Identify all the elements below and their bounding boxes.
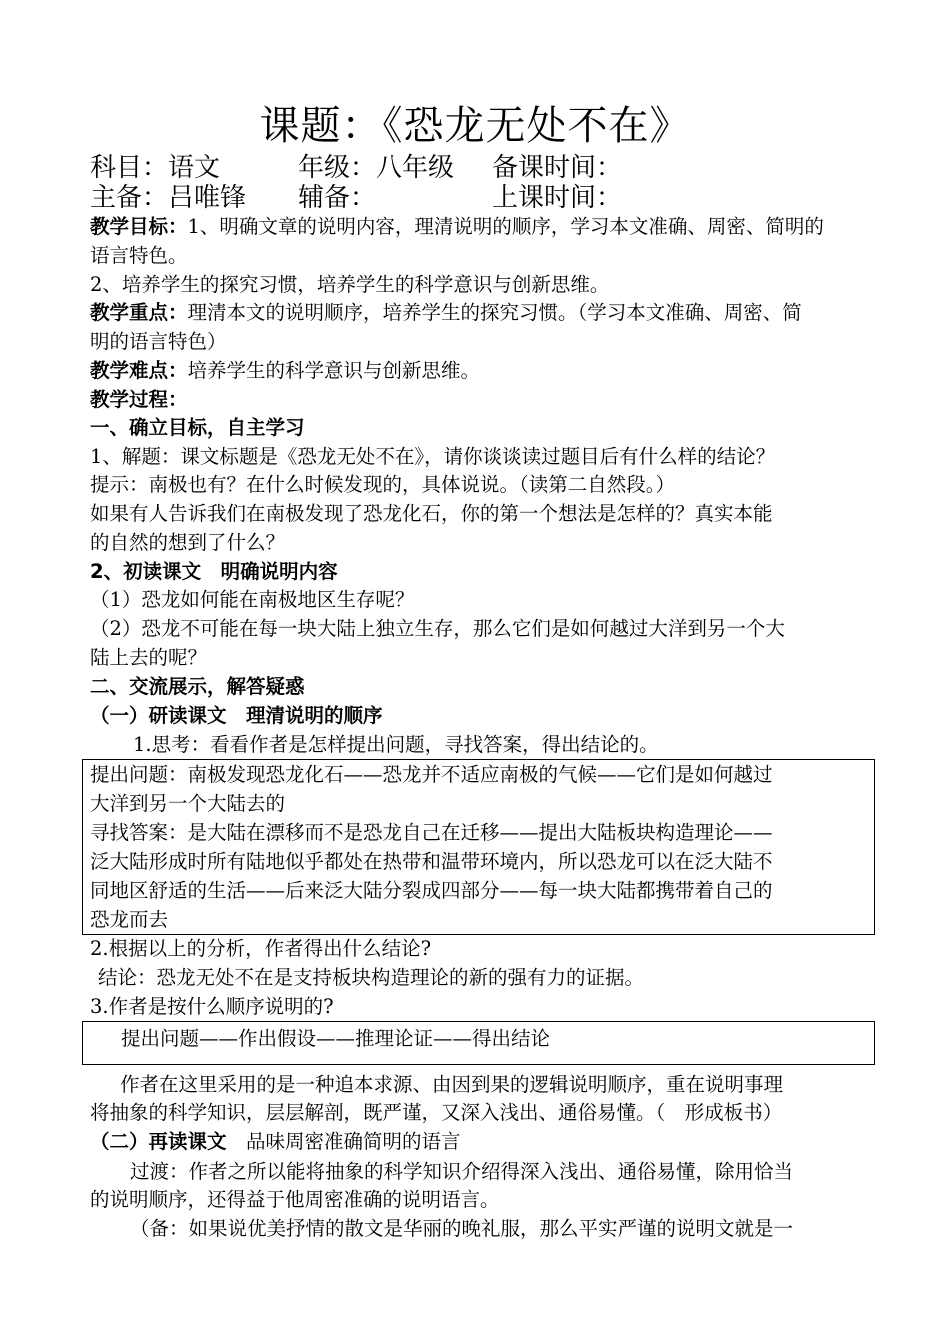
analysis-box bbox=[82, 759, 875, 935]
goals-line-2: 语言特色。 bbox=[90, 244, 188, 267]
section2-sub1-heading: （一）研读课文 理清说明的顺序 bbox=[90, 704, 383, 727]
order-box bbox=[82, 1021, 875, 1065]
analysis-line-6: 恐龙而去 bbox=[90, 908, 169, 931]
sub2-heading-bold: （二）再读课文 bbox=[90, 1130, 227, 1153]
explanation-line-1: 作者在这里采用的是一种追本求源、由因到果的逻辑说明顺序，重在说明事理 bbox=[120, 1073, 784, 1096]
section1-line-3: 如果有人告诉我们在南极发现了恐龙化石，你的第一个想法是怎样的？真实本能 bbox=[90, 502, 773, 525]
question-2-line-1: （2）恐龙不可能在每一块大陆上独立生存，那么它们是如何越过大洋到另一个大 bbox=[90, 617, 785, 640]
focus-line-1 bbox=[90, 298, 875, 327]
focus-line-2: 明的语言特色） bbox=[90, 330, 227, 353]
question-1: （1）恐龙如何能在南极地区生存呢？ bbox=[90, 588, 415, 611]
analysis-line-2: 大洋到另一个大陆去的 bbox=[90, 792, 286, 815]
subject-field: 科目：语文 bbox=[90, 153, 221, 183]
goals-label: 教学目标： bbox=[90, 215, 188, 238]
process-label: 教学过程： bbox=[90, 388, 188, 411]
transition-line-1: 过渡：作者之所以能将抽象的科学知识介绍得深入浅出、通俗易懂，除用恰当 bbox=[130, 1160, 794, 1183]
goals-line-3: 2、培养学生的探究习惯，培养学生的科学意识与创新思维。 bbox=[90, 273, 610, 296]
transition-line-2: 的说明顺序，还得益于他周密准确的说明语言。 bbox=[90, 1188, 500, 1211]
analysis-line-1: 提出问题：南极发现恐龙化石——恐龙并不适应南极的气候——它们是如何越过 bbox=[90, 763, 773, 786]
section1-line-4: 的自然的想到了什么？ bbox=[90, 531, 286, 554]
goals-text-1: 1、明确文章的说明内容，理清说明的顺序，学习本文准确、周密、简明的 bbox=[187, 215, 824, 238]
difficulty-text: 培养学生的科学意识与创新思维。 bbox=[187, 359, 481, 382]
section1-line-2: 提示：南极也有？在什么时候发现的，具体说说。（读第二自然段。） bbox=[90, 473, 676, 496]
grade-field: 年级：八年级 bbox=[298, 153, 455, 183]
goals-line-1 bbox=[90, 212, 875, 241]
section2-heading: 二、交流展示，解答疑惑 bbox=[90, 675, 305, 698]
focus-label: 教学重点： bbox=[90, 301, 188, 324]
difficulty-label: 教学难点： bbox=[90, 359, 188, 382]
order-text: 提出问题——作出假设——推理论证——得出结论 bbox=[121, 1027, 551, 1050]
order-question: 3.作者是按什么顺序说明的? bbox=[90, 995, 334, 1018]
section1-heading: 一、确立目标，自主学习 bbox=[90, 416, 305, 439]
think-prompt: 1.思考：看看作者是怎样提出问题，寻找答案，得出结论的。 bbox=[133, 733, 659, 756]
note-line: （备：如果说优美抒情的散文是华丽的晚礼服，那么平实严谨的说明文就是一 bbox=[130, 1217, 794, 1240]
difficulty-line bbox=[90, 356, 875, 385]
explanation-line-2: 将抽象的科学知识，层层解剖，既严谨，又深入浅出、通俗易懂。（ 形成板书） bbox=[90, 1101, 783, 1124]
page-title: 课题：《恐龙无处不在》 bbox=[259, 103, 691, 149]
section1-sub2-heading: 2、初读课文 明确说明内容 bbox=[90, 560, 338, 583]
assistant-field: 辅备： bbox=[298, 183, 377, 213]
conclusion-question: 2.根据以上的分析，作者得出什么结论? bbox=[90, 937, 432, 960]
prep-time-field: 备课时间： bbox=[492, 153, 623, 183]
sub2-heading-rest: 品味周密准确简明的语言 bbox=[226, 1130, 461, 1153]
focus-text-1: 理清本文的说明顺序，培养学生的探究习惯。（学习本文准确、周密、简 bbox=[187, 301, 802, 324]
class-time-field: 上课时间： bbox=[492, 183, 623, 213]
conclusion-text: 结论：恐龙无处不在是支持板块构造理论的新的强有力的证据。 bbox=[98, 966, 645, 989]
analysis-line-3: 寻找答案：是大陆在漂移而不是恐龙自己在迁移——提出大陆板块构造理论—— bbox=[90, 821, 773, 844]
analysis-line-5: 同地区舒适的生活——后来泛大陆分裂成四部分——每一块大陆都携带着自己的 bbox=[90, 879, 773, 902]
lead-teacher-field: 主备：吕唯锋 bbox=[90, 183, 247, 213]
question-2-line-2: 陆上去的呢？ bbox=[90, 646, 208, 669]
analysis-line-4: 泛大陆形成时所有陆地似乎都处在热带和温带环境内，所以恐龙可以在泛大陆不 bbox=[90, 850, 773, 873]
section2-sub2-heading bbox=[90, 1127, 875, 1156]
section1-line-1: 1、解题：课文标题是《恐龙无处不在》，请你谈谈读过题目后有什么样的结论？ bbox=[90, 445, 776, 468]
